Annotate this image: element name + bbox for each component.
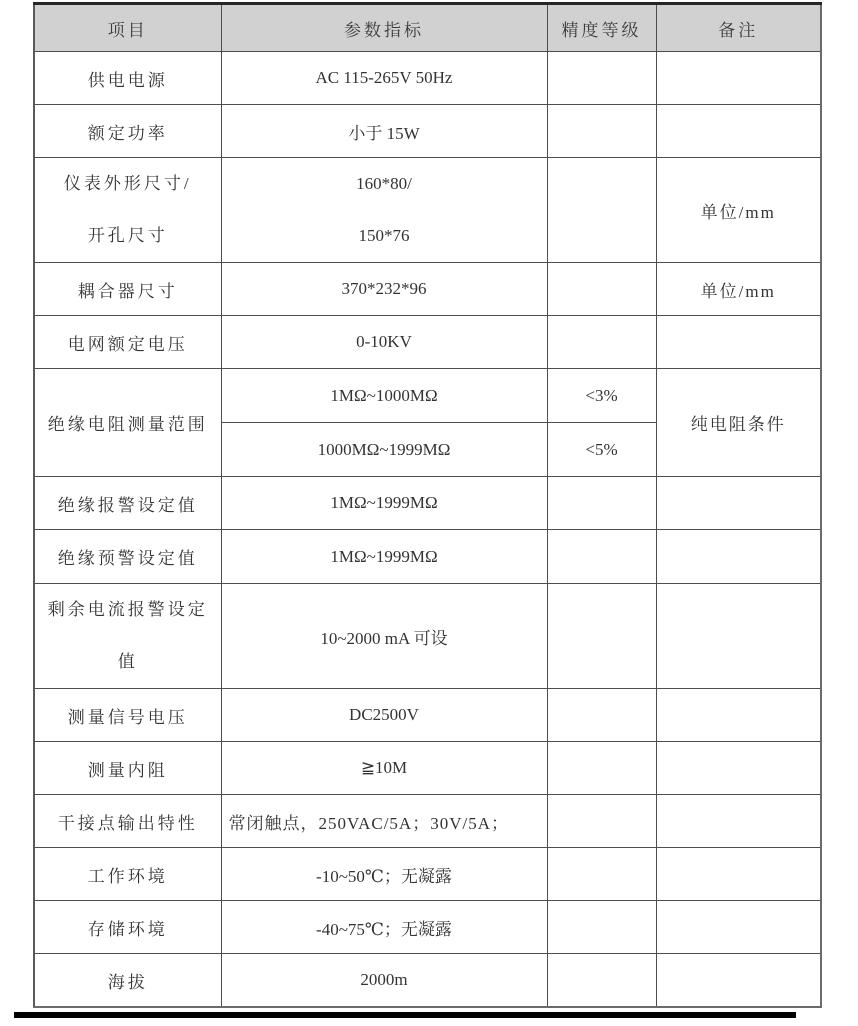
- item-cell: 测量内阻: [34, 742, 221, 795]
- row-rated-power: [34, 105, 821, 158]
- item-cell: 绝缘电阻测量范围: [34, 369, 221, 477]
- empty-cell: [547, 795, 656, 848]
- item-two-line: [35, 158, 221, 262]
- item-cell: 耦合器尺寸: [34, 263, 221, 316]
- param-cell: 2000m: [221, 954, 547, 1008]
- row-coupler-size: [34, 263, 821, 316]
- param-line1: 160*80/: [356, 174, 412, 193]
- empty-cell: [656, 848, 821, 901]
- item-cell: 存储环境: [34, 901, 221, 954]
- param-cell: -40~75℃；无凝露: [221, 901, 547, 954]
- empty-cell: [547, 105, 656, 158]
- empty-cell: [547, 530, 656, 584]
- row-dry-contact-output: [34, 795, 821, 848]
- param-cell: 常闭触点，250VAC/5A；30V/5A；: [221, 795, 547, 848]
- row-residual-current-alarm-setting: [34, 584, 821, 689]
- item-cell: 测量信号电压: [34, 689, 221, 742]
- item-line2: 值: [117, 652, 138, 671]
- param-cell: 1MΩ~1000MΩ: [221, 369, 547, 423]
- item-cell: 电网额定电压: [34, 316, 221, 369]
- header-item: 项目: [34, 4, 221, 52]
- row-insulation-alarm-setting: [34, 477, 821, 530]
- empty-cell: [547, 158, 656, 263]
- empty-cell: [547, 263, 656, 316]
- item-line2: 开孔尺寸: [87, 226, 168, 245]
- row-working-environment: [34, 848, 821, 901]
- header-row: [34, 4, 821, 52]
- row-insulation-range-1: [34, 369, 821, 423]
- item-cell: 供电电源: [34, 52, 221, 105]
- param-cell: AC 115-265V 50Hz: [221, 52, 547, 105]
- empty-cell: [656, 530, 821, 584]
- empty-cell: [547, 954, 656, 1008]
- item-cell: 工作环境: [34, 848, 221, 901]
- param-cell: ≧10M: [221, 742, 547, 795]
- empty-cell: [656, 477, 821, 530]
- param-cell: 370*232*96: [221, 263, 547, 316]
- empty-cell: [656, 901, 821, 954]
- item-cell: 绝缘报警设定值: [34, 477, 221, 530]
- empty-cell: [547, 316, 656, 369]
- header-accuracy: 精度等级: [547, 4, 656, 52]
- note-cell: 单位/mm: [656, 158, 821, 263]
- item-two-line: [35, 584, 221, 688]
- param-line2: 150*76: [358, 226, 410, 245]
- empty-cell: [656, 689, 821, 742]
- empty-cell: [656, 52, 821, 105]
- row-dimensions: [34, 158, 821, 263]
- item-cell: 海拔: [34, 954, 221, 1008]
- param-cell: 0-10KV: [221, 316, 547, 369]
- item-cell: [34, 584, 221, 689]
- row-measurement-signal-voltage: [34, 689, 821, 742]
- empty-cell: [547, 901, 656, 954]
- page-bottom-rule: [14, 1012, 796, 1018]
- header-note: 备注: [656, 4, 821, 52]
- param-cell: [221, 158, 547, 263]
- header-param: 参数指标: [221, 4, 547, 52]
- empty-cell: [656, 795, 821, 848]
- item-cell: 绝缘预警设定值: [34, 530, 221, 584]
- row-grid-rated-voltage: [34, 316, 821, 369]
- empty-cell: [656, 105, 821, 158]
- item-line1: 仪表外形尺寸/: [63, 174, 192, 193]
- item-cell: 额定功率: [34, 105, 221, 158]
- empty-cell: [547, 477, 656, 530]
- row-power-supply: [34, 52, 821, 105]
- accuracy-cell: <3%: [547, 369, 656, 423]
- empty-cell: [656, 584, 821, 689]
- empty-cell: [547, 584, 656, 689]
- param-cell: 小于 15W: [221, 105, 547, 158]
- param-cell: 1MΩ~1999MΩ: [221, 530, 547, 584]
- note-cell: 单位/mm: [656, 263, 821, 316]
- item-cell: 干接点输出特性: [34, 795, 221, 848]
- row-measurement-internal-resistance: [34, 742, 821, 795]
- row-storage-environment: [34, 901, 821, 954]
- empty-cell: [547, 742, 656, 795]
- empty-cell: [547, 689, 656, 742]
- empty-cell: [547, 848, 656, 901]
- param-cell: DC2500V: [221, 689, 547, 742]
- empty-cell: [656, 954, 821, 1008]
- spec-table: [33, 2, 822, 1008]
- accuracy-cell: <5%: [547, 423, 656, 477]
- row-insulation-prewarning-setting: [34, 530, 821, 584]
- empty-cell: [547, 52, 656, 105]
- note-cell: 纯电阻条件: [656, 369, 821, 477]
- param-cell: -10~50℃；无凝露: [221, 848, 547, 901]
- item-cell: [34, 158, 221, 263]
- param-cell: 1000MΩ~1999MΩ: [221, 423, 547, 477]
- param-two-line: [222, 158, 547, 262]
- empty-cell: [656, 742, 821, 795]
- row-altitude: [34, 954, 821, 1008]
- empty-cell: [656, 316, 821, 369]
- param-cell: 10~2000 mA 可设: [221, 584, 547, 689]
- param-cell: 1MΩ~1999MΩ: [221, 477, 547, 530]
- item-line1: 剩余电流报警设定: [47, 600, 208, 619]
